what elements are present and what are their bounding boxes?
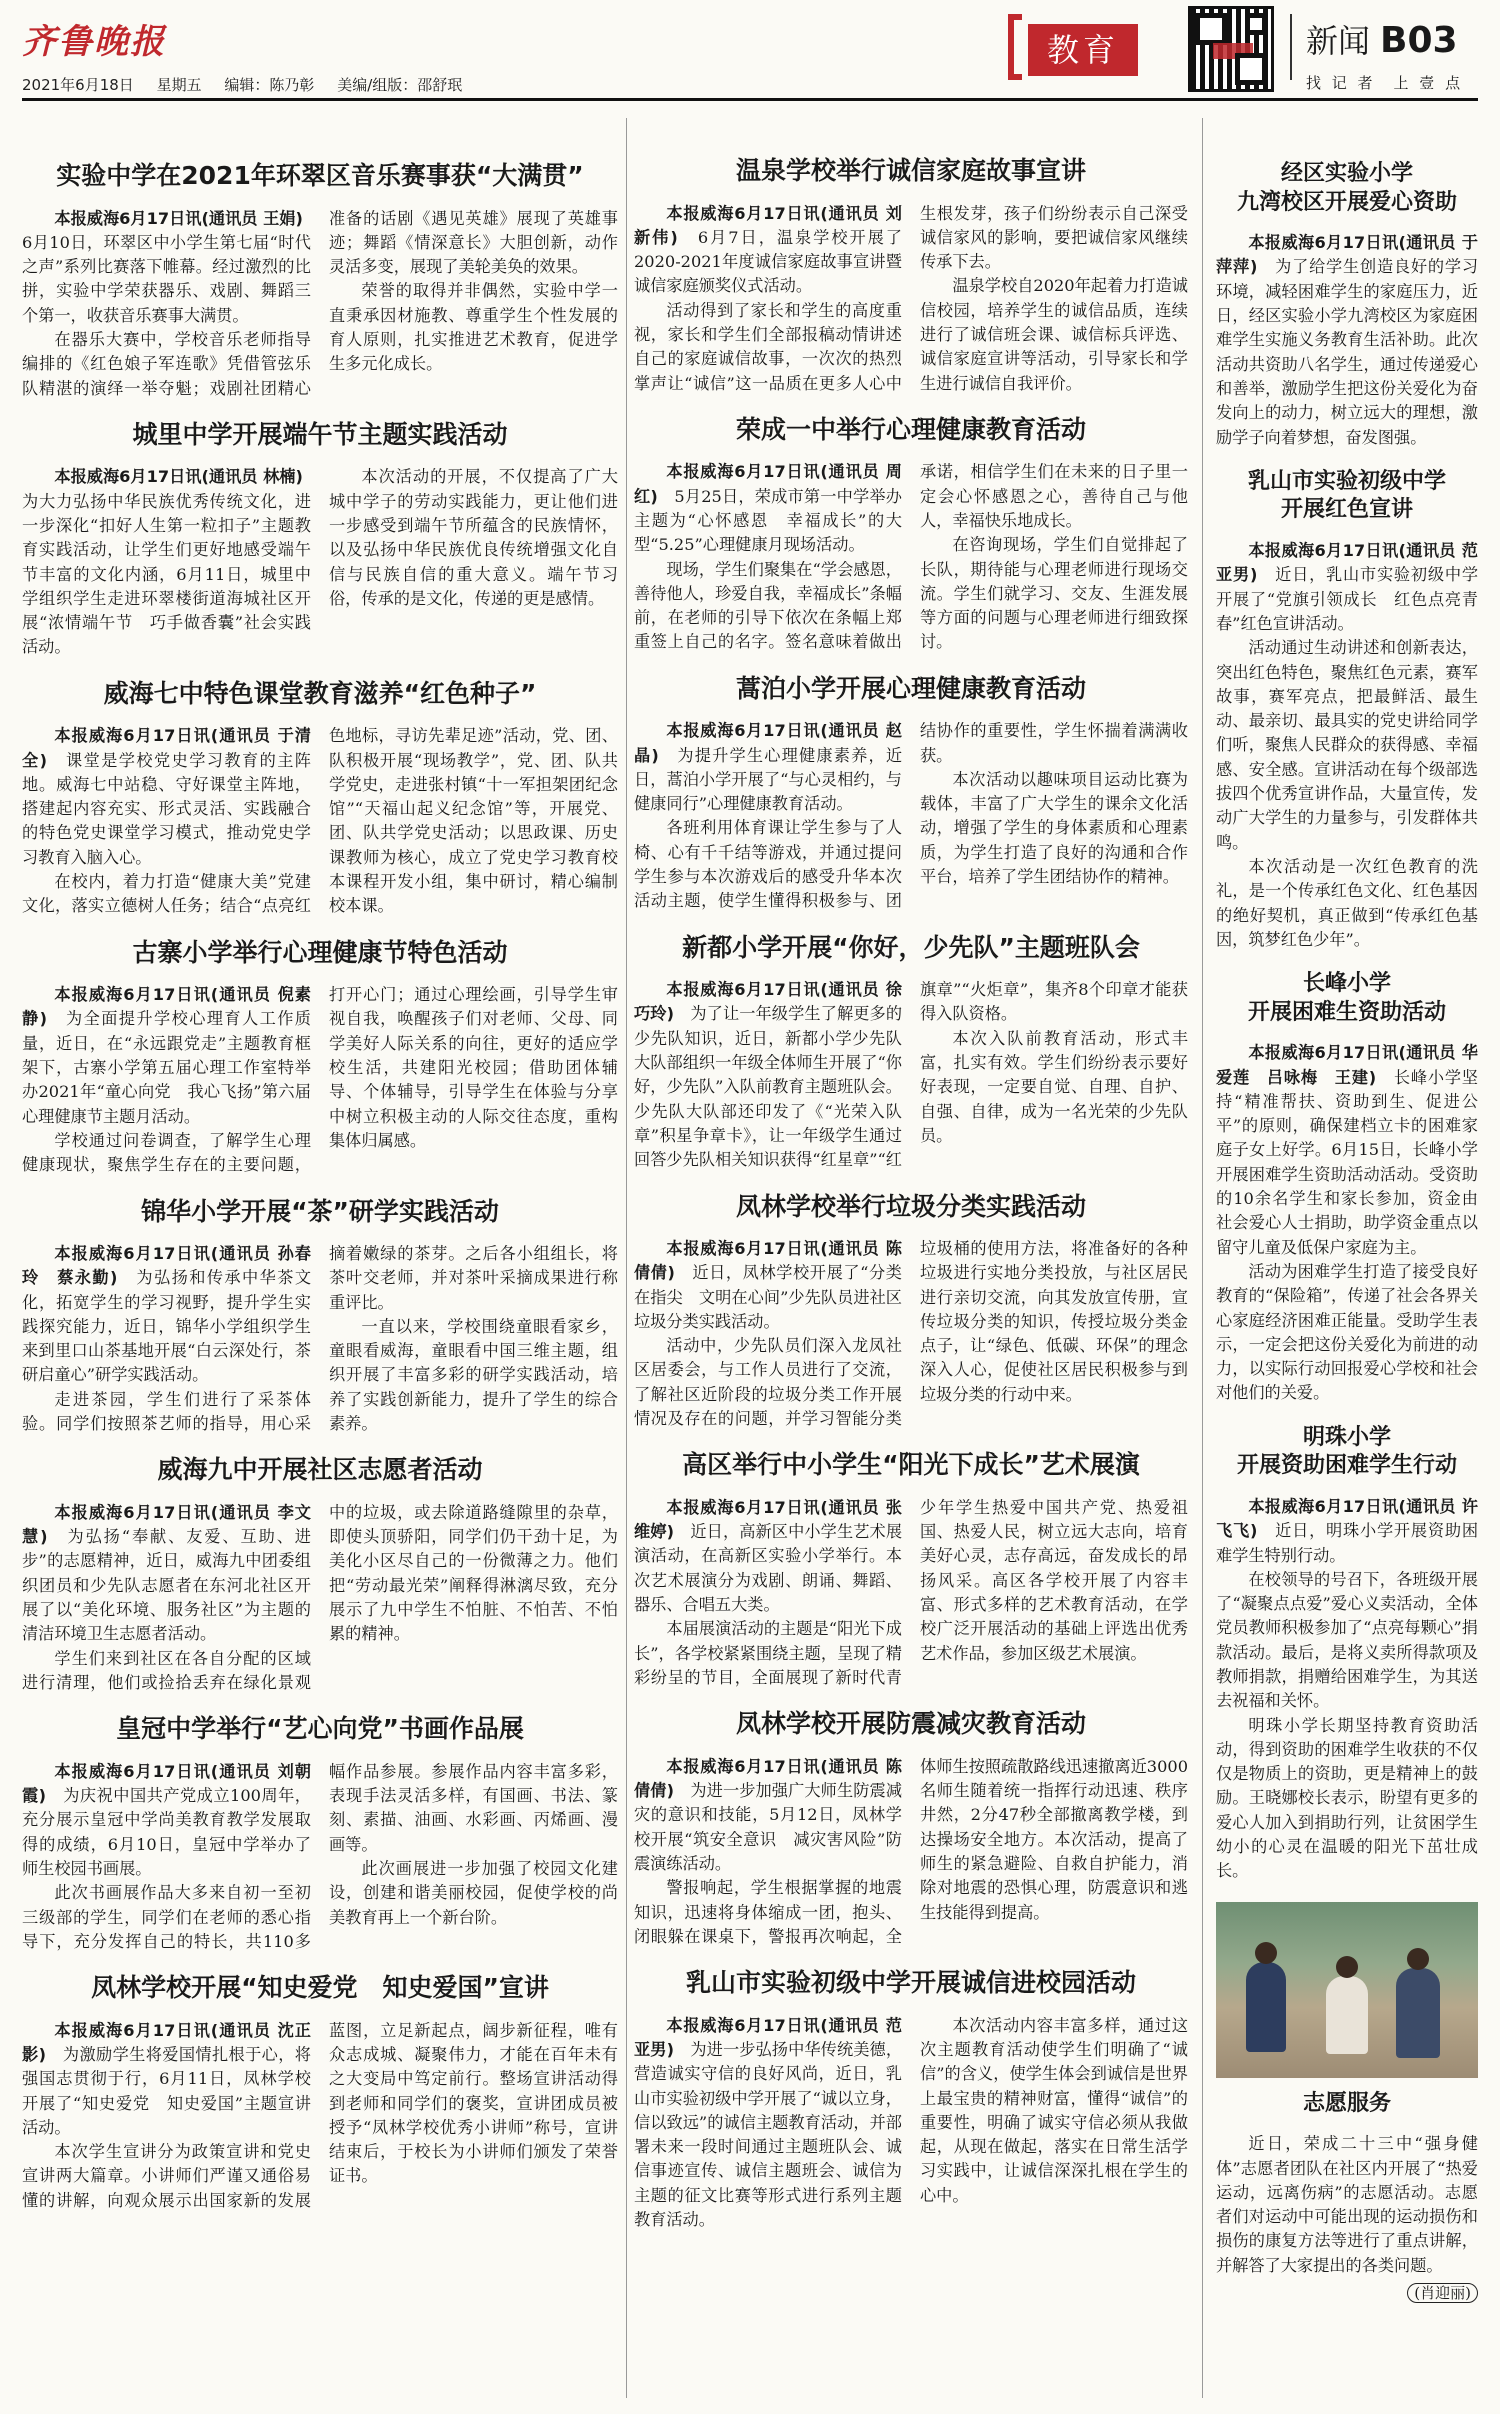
article-dateline: 本报威海6月17日讯(通讯员 陈倩倩) [634, 1756, 902, 1801]
paragraph-text: 为提升学生心理健康素养，近日，蒿泊小学开展了“与心灵相约，与健康同行”心理健康教育活动。 [634, 745, 903, 814]
article-dateline: 本报威海6月17日讯(通讯员 孙春玲 蔡永勤) [22, 1244, 311, 1288]
article-body [1216, 1041, 1478, 1405]
article-paragraph: 近日，荣成二十三中“强身健体”志愿者团队在社区内开展了“热爱运动，远离伤病”的志愿活动。志愿者们对运动中可能出现的运动损伤和损伤的康复方法等进行了重点讲解，并解答了大家提出的各类问题。 [1216, 2134, 1478, 2275]
article-body [22, 1760, 618, 1954]
article [634, 155, 1188, 396]
article-paragraph [22, 2019, 311, 2140]
paragraph-text: 为进一步弘扬中华传统美德，营造诚实守信的良好风尚，近日，乳山市实验初级中学开展了“诚以立身，信以致远”的诚信主题教育活动，并部署未来一段时间通过主题班队会、诚信事迹宣传、诚信主题班会、诚信为主题的征文比赛等形式进行系列主题教育活动。 [634, 2039, 903, 2229]
header-rule [22, 98, 1478, 101]
article-paragraph: 走进茶园，学生们进行了采茶体验。同学们按照茶艺师的指导，用心采摘着嫩绿的茶芽。之后各小组组长，将茶叶交老师，并对茶叶采摘成果进行称重评比。 [22, 1244, 618, 1434]
page-label [1306, 16, 1458, 62]
article-body [22, 1501, 618, 1695]
article-headline: 荣成一中举行心理健康教育活动 [735, 414, 1086, 444]
article-dateline: 本报威海6月17日讯(通讯员 华爱莲 吕咏梅 王建) [1216, 1043, 1478, 1087]
article-paragraph [22, 1760, 311, 1881]
issue-meta [22, 74, 480, 95]
article-dateline: 本报威海6月17日讯(通讯员 赵晶) [634, 721, 902, 765]
article [634, 1708, 1188, 1949]
article-headline: 皇冠中学举行“艺心向党”书画作品展 [116, 1714, 524, 1744]
article-headline: 乳山市实验初级中学开展诚信进校园活动 [685, 1968, 1136, 1998]
article-dateline: 本报威海6月17日讯(通讯员 李文慧) [22, 1502, 311, 1547]
article-paragraph [22, 724, 311, 870]
article-body [22, 207, 618, 401]
column-divider [626, 118, 627, 2398]
article-headline: 威海七中特色课堂教育滋养“红色种子” [103, 678, 537, 708]
article-headline: 蒿泊小学开展心理健康教育活动 [735, 673, 1086, 703]
article-paragraph: 在校内，着力打造“健康大美”党建文化，落实立德树人任务；结合“点亮红色地标，寻访先辈足迹”活动，党、团、队积极开展“现场教学”，党、团、队共学党史，走进张村镇“十一军担架团纪念馆”“天福山起义纪念馆”等，开展党、团、队共学党史活动；以思政课、历史课教师为核心，成立了党史学习教育校本课程开发小组，集中研讨，精心编制校本课。 [22, 726, 618, 916]
editor-name: (肖迎丽) [1407, 2283, 1478, 2303]
paragraph-text: 近日，凤林学校开展了“分类在指尖 文明在心间”少先队员进社区垃圾分类实践活动。 [634, 1263, 902, 1331]
article [1216, 160, 1478, 450]
paragraph-text: 近日，乳山市实验初级中学开展了“党旗引领成长 红色点亮青春”红色宣讲活动。 [1216, 565, 1479, 633]
article-paragraph: 本届展演活动的主题是“阳光下成长”，各学校紧紧围绕主题，呈现了精彩纷呈的节目，全面展现了新时代青少年学生热爱中国共产党、热爱祖国、热爱人民，树立远大志向，培育美好心灵，志存高远，奋发成长的昂扬风采。高区各学校开展了内容丰富、形式多样的艺术教育活动，在学校广泛开展活动的基础上评选出优秀艺术作品，参加区级艺术展演。 [634, 1497, 1188, 1687]
article-dateline: 本报威海6月17日讯(通讯员 林楠) [54, 467, 303, 487]
masthead [0, 0, 1500, 100]
section-label: 教育 [1028, 24, 1138, 76]
article [22, 937, 618, 1178]
article-headline: 经区实验小学 九湾校区开展爱心资助 [1236, 161, 1457, 215]
article-body [634, 460, 1188, 654]
page-designer: 美编/组版：邵舒珉 [337, 76, 463, 94]
issue-date: 2021年6月18日 [22, 76, 134, 94]
article-body [22, 2019, 618, 2213]
article-paragraph: 本次活动内容丰富多样，通过这次主题教育活动使学生们明确了“诚信”的含义，使学生体会到诚信是世界上最宝贵的精神财富，懂得“诚信”的重要性，明确了诚实守信必须从我做起，从现在做起，落实在日常生活学习实践中，让诚信深深扎根在学生的心中。 [920, 2015, 1188, 2205]
article-dateline: 本报威海6月17日讯(通讯员 范亚男) [1216, 541, 1478, 585]
article-dateline: 本报威海6月17日讯(通讯员 刘新伟) [634, 203, 902, 247]
article-paragraph [22, 207, 320, 328]
article-headline: 明珠小学 开展资助困难学生行动 [1236, 1424, 1457, 1479]
article-body [22, 724, 618, 918]
article-paragraph [22, 1242, 311, 1388]
article [634, 1967, 1188, 2232]
article-dateline: 本报威海6月17日讯(通讯员 刘朝霞) [22, 1761, 311, 1806]
article-paragraph [1216, 539, 1478, 636]
article-dateline: 本报威海6月17日讯(通讯员 沈正影) [22, 2020, 311, 2064]
article-headline: 高区举行中小学生“阳光下成长”艺术展演 [682, 1450, 1140, 1480]
reporter-hotline: 找 记 者 上 壹 点 [1306, 74, 1464, 92]
article [634, 1449, 1188, 1690]
issue-weekday: 星期五 [156, 76, 202, 94]
paragraph-text: 为进一步加强广大师生防震减灾的意识和技能，5月12日，凤林学校开展“筑安全意识 减灾害风险”防震演练活动。 [634, 1781, 903, 1873]
article-paragraph: 本次活动以趣味项目运动比赛为载体，丰富了广大学生的课余文化活动，增强了学生的身体素质和心理素质，为学生打造了良好的沟通和合作平台，培养了学生团结协作的精神。 [920, 769, 1188, 887]
article-paragraph: 在咨询现场，学生们自觉排起了长队，期待能与心理老师进行现场交流。学生们就学习、交友、生涯发展等方面的问题与心理老师进行细致探讨。 [920, 535, 1188, 652]
article-headline: 长峰小学 开展困难生资助活动 [1247, 971, 1446, 1025]
article-dateline: 本报威海6月17日讯(通讯员 于清全) [22, 726, 311, 770]
paragraph-text: 6月10日，环翠区中小学生第七届“时代之声”系列比赛落下帷幕。经过激烈的比拼，实验中学荣获器乐、戏剧、舞蹈三个第一，收获音乐赛事大满贯。 [22, 208, 320, 325]
newspaper-logo: 齐鲁晚报 [22, 22, 166, 62]
article [22, 1972, 618, 2213]
article [1216, 1902, 1478, 2303]
article-paragraph: 明珠小学长期坚持教育资助活动，得到资助的困难学生收获的不仅仅是物质上的资助，更是精神上的鼓励。王晓娜校长表示，盼望有更多的爱心人加入到捐助行列，让贫困学生幼小的心灵在温暖的阳光下茁壮成长。 [1216, 1715, 1478, 1881]
article-headline: 新都小学开展“你好，少先队”主题班队会 [682, 932, 1140, 962]
article-paragraph: 警报响起，学生根据掌握的地震知识，迅速将身体缩成一团，抱头、闭眼躲在课桌下，警报再次响起，全体师生按照疏散路线迅速撤离近3000名师生随着统一指挥行动迅速、秩序井然，2分47秒全部撤离教学楼，到达操场安全地方。本次活动，提高了师生的紧急避险、自救自护能力，消除对地震的恐惧心理，防震意识和逃生技能得到提高。 [634, 1756, 1188, 1946]
article-paragraph [634, 460, 902, 557]
paragraph-text: 为庆祝中国共产党成立100周年，充分展示皇冠中学尚美教育教学发展取得的成绩，6月10日，皇冠中学举办了师生校园书画展。 [22, 1786, 311, 1878]
column-right [1216, 160, 1478, 2321]
article-body [22, 465, 618, 659]
article [634, 673, 1188, 914]
news-photo [1216, 1902, 1478, 2078]
article-paragraph [634, 2014, 902, 2233]
article-paragraph: 活动中，少先队员们深入龙凤社区居委会，与工作人员进行了交流，了解社区近阶段的垃圾分类工作开展情况及存在的问题，并学习智能分类垃圾桶的使用方法，将准备好的各种垃圾进行实地分类投放，与社区居民进行亲切交流，向其发放宣传册，宣传垃圾分类的知识，传授垃圾分类金点子，让“绿色、低碳、环保”的理念深入人心，促使社区居民积极参与到垃圾分类的行动中来。 [634, 1239, 1188, 1429]
article-paragraph: 荣誉的取得并非偶然，实验中学一直秉承因材施教、尊重学生个性发展的育人原则，扎实推进艺术教育，促进学生多元化成长。 [329, 281, 618, 374]
article-headline: 温泉学校举行诚信家庭故事宣讲 [735, 156, 1086, 185]
qr-code-icon [1188, 6, 1274, 92]
paragraph-text: 为激励学生将爱国情扎根于心，将强国志贯彻于行，6月11日，凤林学校开展了“知史爱党 知史爱国”主题宣讲活动。 [22, 2044, 311, 2137]
article [1216, 970, 1478, 1406]
article-dateline: 本报威海6月17日讯(通讯员 范亚男) [634, 2015, 902, 2059]
article-body [634, 1755, 1188, 1949]
article-paragraph [1216, 1041, 1478, 1260]
column-divider [1202, 118, 1203, 2398]
article-body [634, 719, 1188, 913]
article-body [634, 978, 1188, 1172]
article-paragraph: 学生们来到社区在各自分配的区域进行清理，他们或捡拾丢弃在绿化景观中的垃圾，或去除道路缝隙里的杂草，即使头顶骄阳，同学们仍干劲十足，为美化小区尽自己的一份微薄之力。他们把“劳动最光荣”阐释得淋漓尽致，充分展示了九中学生不怕脏、不怕苦、不怕累的精神。 [22, 1502, 618, 1692]
article-paragraph: 本次入队前教育活动，形式丰富，扎实有效。学生们纷纷表示要好好表现，一定要自觉、自理、自护、自强、自律，成为一名光荣的少先队员。 [920, 1028, 1188, 1145]
article-dateline: 本报威海6月17日讯(通讯员 倪素静) [22, 985, 311, 1029]
article-paragraph: 现场，学生们聚集在“学会感恩，善待他人，珍爱自我，幸福成长”条幅前，在老师的引导下依次在条幅上郑重签上自己的名字。签名意味着做出承诺，相信学生们在未来的日子里一定会心怀感恩之心，善待自己与他人，幸福快乐地成长。 [634, 462, 1188, 652]
article-headline: 凤林学校开展防震减灾教育活动 [735, 1709, 1086, 1739]
article [634, 932, 1188, 1173]
article-body [634, 202, 1188, 396]
paragraph-text: 为了让一年级学生了解更多的少先队知识，近日，新都小学少先队大队部组织一年级全体师生开展了“你好，少先队”入队前教育主题班队会。少先队大队部还印发了《“光荣入队章”积星争章卡》，让一年级学生通过回答少先队相关知识获得“红星章”“红旗章”“火炬章”，集齐8个印章才能获得入队资格。 [634, 980, 1188, 1170]
article-dateline: 本报威海6月17日讯(通讯员 周红) [634, 462, 902, 506]
article-body [634, 1496, 1188, 1690]
article-body [1216, 2132, 1478, 2278]
column-middle [634, 155, 1188, 2250]
article-paragraph: 此次书画展作品大多来自初一至初三级部的学生，同学们在老师的悉心指导下，充分发挥自己的特长，共110多幅作品参展。参展作品内容丰富多彩，表现手法灵活多样，有国画、书法、篆刻、素描、油画、水彩画、丙烯画、漫画等。 [22, 1761, 618, 1951]
article-headline: 实验中学在2021年环翠区音乐赛事获“大满贯” [56, 161, 584, 190]
article-paragraph: 活动通过生动讲述和创新表达，突出红色特色，聚焦红色元素，赛军故事，赛军亮点，把最鲜活、最生动、最亲切、最具实的党史讲给同学们听，聚焦人民群众的获得感、幸福感、安全感。宣讲活动在每个级部选拔四个优秀宣讲作品，大量宣传，发动广大学生的力量参与，引发群体共鸣。 [1216, 638, 1478, 852]
article-headline: 志愿服务 [1302, 2090, 1391, 2116]
article-paragraph [22, 1501, 311, 1647]
article [634, 1191, 1188, 1432]
article-paragraph [634, 202, 902, 299]
article-paragraph [634, 1755, 902, 1876]
article-paragraph: 一直以来，学校围绕童眼看家乡，童眼看威海，童眼看中国三维主题，组织开展了丰富多彩的研学实践活动，培养了实践创新能力，提升了学生的综合素养。 [329, 1316, 618, 1434]
article-body [22, 1242, 618, 1436]
article-body [634, 2014, 1188, 2233]
article-paragraph: 学校通过问卷调查，了解学生心理健康现状，聚焦学生存在的主要问题，打开心门；通过心理绘画，引导学生审视自我，唤醒孩子们对老师、父母、同学美好人际关系的向往，更好的适应学校生活，共建阳光校园；借助团体辅导、个体辅导，引导学生在体验与分享中树立积极主动的人际交往态度，重构集体归属感。 [22, 985, 618, 1175]
paragraph-text: 5月25日，荣成市第一中学举办主题为“心怀感恩 幸福成长”的大型“5.25”心理健康月现场活动。 [634, 486, 902, 555]
article-body [22, 983, 618, 1177]
paragraph-text: 近日，明珠小学开展资助困难学生特别行动。 [1216, 1521, 1479, 1565]
article-body [1216, 231, 1478, 450]
article-headline: 威海九中开展社区志愿者活动 [157, 1455, 483, 1485]
article-paragraph [22, 983, 311, 1129]
article-body [1216, 539, 1478, 952]
paragraph-text: 为了给学生创造良好的学习环境，减轻困难学生的家庭压力，近日，经区实验小学九湾校区为家庭困难学生实施义务教育生活补助。此次活动共资助八名学生，通过传递爱心和善举，激励学生把这份关爱化为奋发向上的动力，树立远大的理想，激励学子向着梦想，奋发图强。 [1216, 257, 1479, 447]
article-paragraph: 此次画展进一步加强了校园文化建设，创建和谐美丽校园，促使学校的尚美教育再上一个新台阶。 [329, 1858, 618, 1927]
paragraph-text: 6月7日，温泉学校开展了2020-2021年度诚信家庭故事宣讲暨诚信家庭颁奖仪式活动。 [634, 227, 902, 296]
article [22, 160, 618, 401]
article-paragraph [1216, 1495, 1478, 1568]
page-section-name: 新闻 [1306, 22, 1371, 60]
column-left [22, 160, 618, 2231]
article-headline: 古寨小学举行心理健康节特色活动 [132, 937, 508, 967]
article [22, 1454, 618, 1695]
article [1216, 1424, 1478, 1884]
article [22, 419, 618, 660]
article-paragraph: 本次学生宣讲分为政策宣讲和党史宣讲两大篇章。小讲师们严谨又通俗易懂的讲解，向观众展示出国家新的发展蓝图，立足新起点，阔步新征程，唯有众志成城、凝聚伟力，才能在百年未有之大变局中笃定前行。整场宣讲活动得到老师和同学们的褒奖，宣讲团成员被授予“凤林学校优秀小讲师”称号，宣讲结束后，于校长为小讲师们颁发了荣誉证书。 [22, 2020, 618, 2210]
article-paragraph: 活动为困难学生打造了接受良好教育的“保险箱”，传递了社会各界关心家庭经济困难正能量。受助学生表示，一定会把这份关爱化为前进的动力，以实际行动回报爱心学校和社会对他们的关爱。 [1216, 1261, 1478, 1403]
article-paragraph: 在器乐大赛中，学校音乐老师指导编排的《红色娘子军连歌》凭借管弦乐队精湛的演绎一举夺魁；戏剧社团精心准备的话剧《遇见英雄》展现了英雄事迹；舞蹈《情深意长》大胆创新，动作灵活多变，展现了美轮美奂的效果。 [22, 208, 618, 398]
article-body [1216, 1495, 1478, 1884]
page-editor: 编辑：陈乃彰 [224, 76, 315, 94]
article-dateline: 本报威海6月17日讯(通讯员 许飞飞) [1216, 1496, 1478, 1541]
article-body [634, 1237, 1188, 1431]
article-paragraph: 本次活动的开展，不仅提高了广大城中学子的劳动实践能力，更让他们进一步感受到端午节所蕴含的民族情怀，以及弘扬中华民族优良传统增强文化自信与民族自信的重大意义。端午节习俗，传承的是文化，传递的更是感情。 [329, 467, 618, 608]
article-paragraph: 各班利用体育课让学生参与了人椅、心有千千结等游戏，并通过提问学生参与本次游戏后的感受升华本次活动主题，使学生懂得积极参与、团结协作的重要性，学生怀揣着满满收获。 [634, 721, 1188, 911]
article-dateline: 本报威海6月17日讯(通讯员 徐巧玲) [634, 980, 902, 1024]
article-headline: 凤林学校开展“知史爱党 知史爱国”宣讲 [91, 1973, 549, 2003]
paragraph-text: 为弘扬“奉献、友爱、互助、进步”的志愿精神，近日，威海九中团委组织团员和少先队志愿者在东河北社区开展了以“美化环境、服务社区”为主题的清洁环境卫生志愿者活动。 [22, 1527, 311, 1644]
article [22, 1713, 618, 1954]
page-number: B03 [1380, 20, 1458, 61]
article-headline: 凤林学校举行垃圾分类实践活动 [735, 1191, 1086, 1221]
article [1216, 468, 1478, 952]
section-bracket [1008, 14, 1022, 80]
article-paragraph [1216, 231, 1478, 450]
article [22, 1196, 618, 1437]
header-divider [1290, 14, 1292, 80]
article-paragraph: 温泉学校自2020年起着力打造诚信校园，培养学生的诚信品质，连续进行了诚信班会课、诚信标兵评选、诚信家庭宣讲等活动，引导家长和学生进行诚信自我评价。 [920, 276, 1188, 393]
paragraph-text: 近日，高新区中小学生艺术展演活动，在高新区实验小学举行。本次艺术展演分为戏剧、朗诵、舞蹈、器乐、合唱五大类。 [634, 1522, 903, 1615]
article-paragraph: 活动得到了家长和学生的高度重视，家长和学生们全部报稿动情讲述自己的家庭诚信故事，一次次的热烈掌声让“诚信”这一品质在更多人心中生根发芽，孩子们纷纷表示自己深受诚信家风的影响，要把诚信家风继续传承下去。 [634, 203, 1188, 393]
article [634, 414, 1188, 655]
paragraph-text: 长峰小学坚持“精准帮扶、资助到生、促进公平”的原则，确保建档立卡的困难家庭子女上好学。6月15日，长峰小学开展困难学生资助活动活动。受资助的10余名学生和家长参加，资金由社会爱心人士捐助，助学资金重点以留守儿童及低保户家庭为主。 [1216, 1067, 1478, 1257]
article-headline: 乳山市实验初级中学 开展红色宣讲 [1247, 468, 1446, 523]
article-paragraph: 在校领导的号召下，各班级开展了“凝聚点点爱”爱心义卖活动，全体党员教师积极参加了“点亮每颗心”捐款活动。最后，是将义卖所得款项及教师捐款，捐赠给困难学生，为其送去祝福和关怀。 [1216, 1569, 1478, 1711]
paragraph-text: 为大力弘扬中华民族优秀传统文化，进一步深化“扣好人生第一粒扣子”主题教育实践活动，让学生们更好地感受端午节丰富的文化内涵，6月11日，城里中学组织学生走进环翠楼街道海城社区开展“浓情端午节 巧手做香囊”社会实践活动。 [22, 467, 320, 657]
paragraph-text: 课堂是学校党史学习教育的主阵地。威海七中站稳、守好课堂主阵地，搭建起内容充实、形式灵活、实践融合的特色党史课堂学习模式，推动党史学习教育入脑入心。 [22, 750, 311, 867]
article-paragraph [634, 1237, 902, 1334]
paragraph-text: 为弘扬和传承中华茶文化，拓宽学生的学习视野，提升学生实践探究能力，近日，锦华小学组织学生来到里口山茶基地开展“白云深处行，茶研启童心”研学实践活动。 [22, 1268, 312, 1385]
article-dateline: 本报威海6月17日讯(通讯员 陈倩倩) [634, 1239, 902, 1283]
article-headline: 城里中学开展端午节主题实践活动 [132, 419, 508, 449]
article-headline: 锦华小学开展“茶”研学实践活动 [141, 1196, 499, 1226]
article-paragraph: 本次活动是一次红色教育的洗礼，是一个传承红色文化、红色基因的绝好契机，真正做到“传承红色基因，筑梦红色少年”。 [1216, 856, 1478, 949]
article-dateline: 本报威海6月17日讯(通讯员 于萍萍) [1216, 233, 1478, 277]
paragraph-text: 为全面提升学校心理育人工作质量，近日，在“永远跟党走”主题教育框架下，古寨小学第五届心理工作室特举办2021年“童心向党 我心飞扬”第六届心理健康节主题月活动。 [22, 1009, 311, 1126]
article-dateline: 本报威海6月17日讯(通讯员 张维婷) [634, 1497, 902, 1542]
article [22, 678, 618, 919]
article-dateline: 本报威海6月17日讯(通讯员 王娟) [54, 208, 303, 228]
article-paragraph [634, 719, 902, 816]
section-tag [1008, 14, 1148, 80]
article-paragraph [634, 1496, 902, 1617]
article-editor [1216, 2282, 1478, 2303]
article-paragraph [22, 465, 320, 659]
